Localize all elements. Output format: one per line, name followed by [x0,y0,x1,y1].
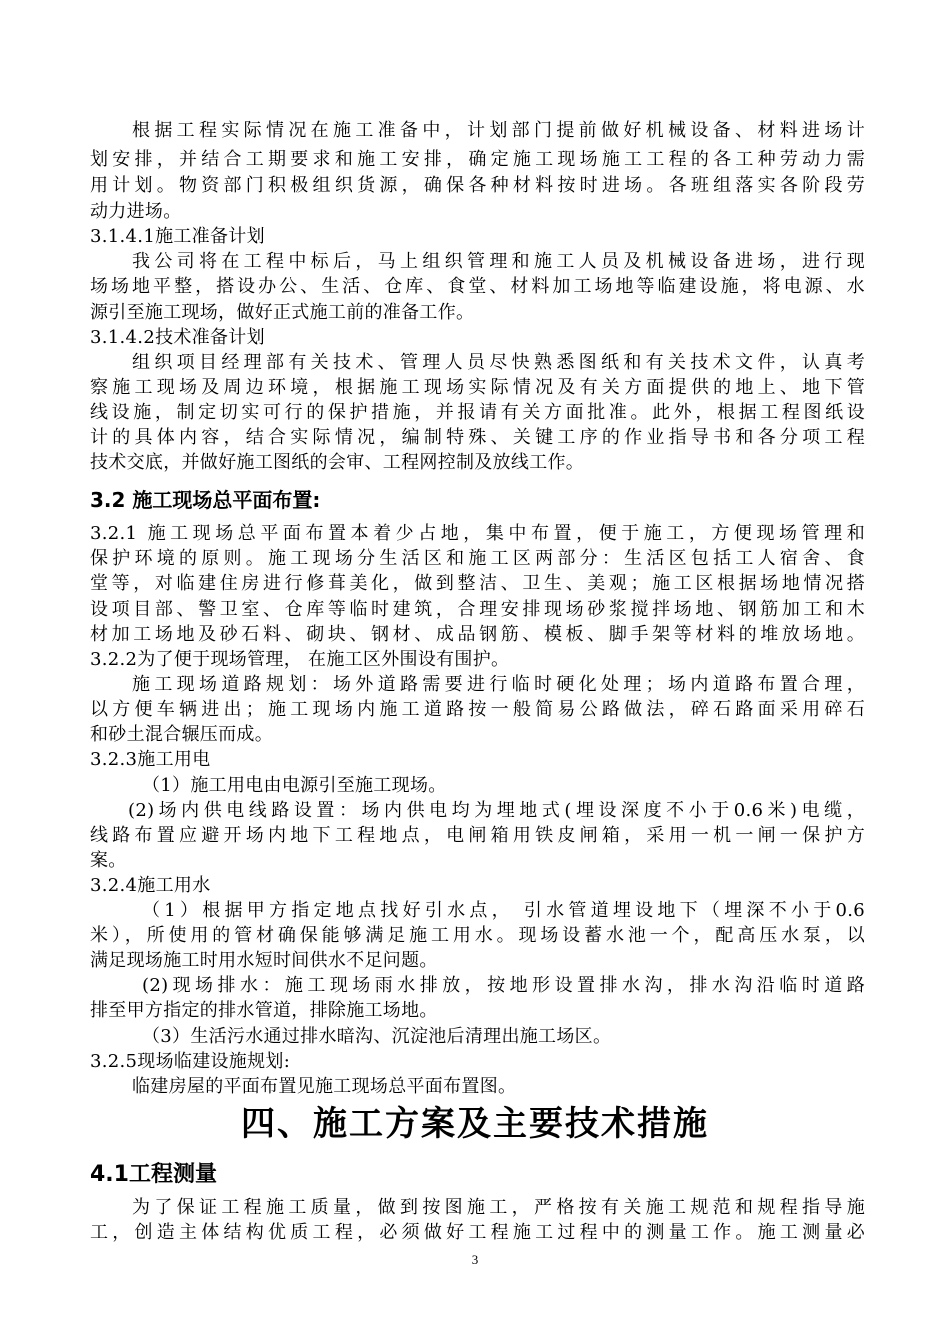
paragraph-line: 技术交底，并做好施工图纸的会审、工程网控制及放线工作。 [90,452,585,473]
paragraph-line: 场场地平整，搭设办公、生活、仓库、食堂、材料加工场地等临建设施，将电源、水 [90,276,865,297]
paragraph-line: 根据工程实际情况在施工准备中，计划部门提前做好机械设备、材料进场计 [132,120,865,141]
paragraph-line: 为了保证工程施工质量，做到按图施工，严格按有关施工规范和规程指导施 [132,1197,865,1218]
paragraph-line: （1）根据甲方指定地点找好引水点， 引水管道埋设地下（埋深不小于0.6 [142,900,865,921]
paragraph-line: 米），所使用的管材确保能够满足施工用水。现场设蓄水池一个，配高压水泵，以 [90,925,865,946]
paragraph-line: 3.2.1 施工现场总平面布置本着少占地，集中布置，便于施工，方便现场管理和 [90,523,865,544]
section-heading-32: 3.2 施工现场总平面布置: [90,488,321,512]
paragraph-line: 满足现场施工时用水短时间供水不足问题。 [90,950,438,971]
section-heading-3141: 3.1.4.1施工准备计划 [90,226,265,247]
section-heading-3142: 3.1.4.2技术准备计划 [90,327,265,348]
paragraph-line: （1）施工用电由电源引至施工现场。 [142,775,447,796]
paragraph-line: 动力进场。 [90,201,182,222]
paragraph-line: (2)现场排水：施工现场雨水排放，按地形设置排水沟，排水沟沿临时道路 [142,975,865,996]
paragraph-line: (2)场内供电线路设置：场内供电均为埋地式(埋设深度不小于0.6米)电缆， [128,800,865,821]
paragraph-line: 组织项目经理部有关技术、管理人员尽快熟悉图纸和有关技术文件，认真考 [132,352,865,373]
paragraph-line: 和砂土混合辗压而成。 [90,724,273,745]
paragraph-line: 材加工场地及砂石料、砌块、钢材、成品钢筋、模板、脚手架等材料的堆放场地。 [90,624,865,645]
paragraph-line: 临建房屋的平面布置见施工现场总平面布置图。 [132,1076,517,1097]
paragraph-line: 线设施，制定切实可行的保护措施，并报请有关方面批准。此外，根据工程图纸设 [90,402,865,423]
section-heading-324: 3.2.4施工用水 [90,875,211,896]
section-heading-323: 3.2.3施工用电 [90,749,211,770]
paragraph-line: 排至甲方指定的排水管道，排除施工场地。 [90,1000,438,1021]
paragraph-line: 案。 [90,850,127,871]
section-heading-325: 3.2.5现场临建设施规划: [90,1051,291,1072]
paragraph-line: 工，创造主体结构优质工程，必须做好工程施工过程中的测量工作。施工测量必 [90,1222,865,1243]
paragraph-line: 源引至施工现场，做好正式施工前的准备工作。 [90,302,475,323]
paragraph-line: 察施工现场及周边环境，根据施工现场实际情况及有关方面提供的地上、地下管 [90,377,865,398]
paragraph-line: 堂等，对临建住房进行修葺美化，做到整洁、卫生、美观；施工区根据场地情况搭 [90,573,865,594]
chapter-title: 四、施工方案及主要技术措施 [241,1104,709,1144]
paragraph-line: 我公司将在工程中标后，马上组织管理和施工人员及机械设备进场，进行现 [132,251,865,272]
paragraph-line: （3）生活污水通过排水暗沟、沉淀池后清理出施工场区。 [142,1026,612,1047]
paragraph-line: 以方便车辆进出；施工现场内施工道路按一般简易公路做法，碎石路面采用碎石 [90,699,865,720]
paragraph-line: 用计划。物资部门积极组织货源，确保各种材料按时进场。各班组落实各阶段劳 [90,175,865,196]
paragraph-line: 线路布置应避开场内地下工程地点，电闸箱用铁皮闸箱，采用一机一闸一保护方 [90,825,865,846]
paragraph-line: 计的具体内容，结合实际情况，编制特殊、关键工序的作业指导书和各分项工程 [90,427,865,448]
paragraph-line: 划安排，并结合工期要求和施工安排，确定施工现场施工工程的各工种劳动力需 [90,149,865,170]
paragraph-line: 保护环境的原则。施工现场分生活区和施工区两部分：生活区包括工人宿舍、食 [90,548,865,569]
paragraph-line: 设项目部、警卫室、仓库等临时建筑，合理安排现场砂浆搅拌场地、钢筋加工和木 [90,599,865,620]
section-heading-41: 4.1工程测量 [90,1162,217,1187]
paragraph-line: 施工现场道路规划：场外道路需要进行临时硬化处理；场内道路布置合理， [132,674,865,695]
paragraph-line: 3.2.2为了便于现场管理， 在施工区外围设有围护。 [90,649,510,670]
page-number: 3 [471,1252,479,1267]
